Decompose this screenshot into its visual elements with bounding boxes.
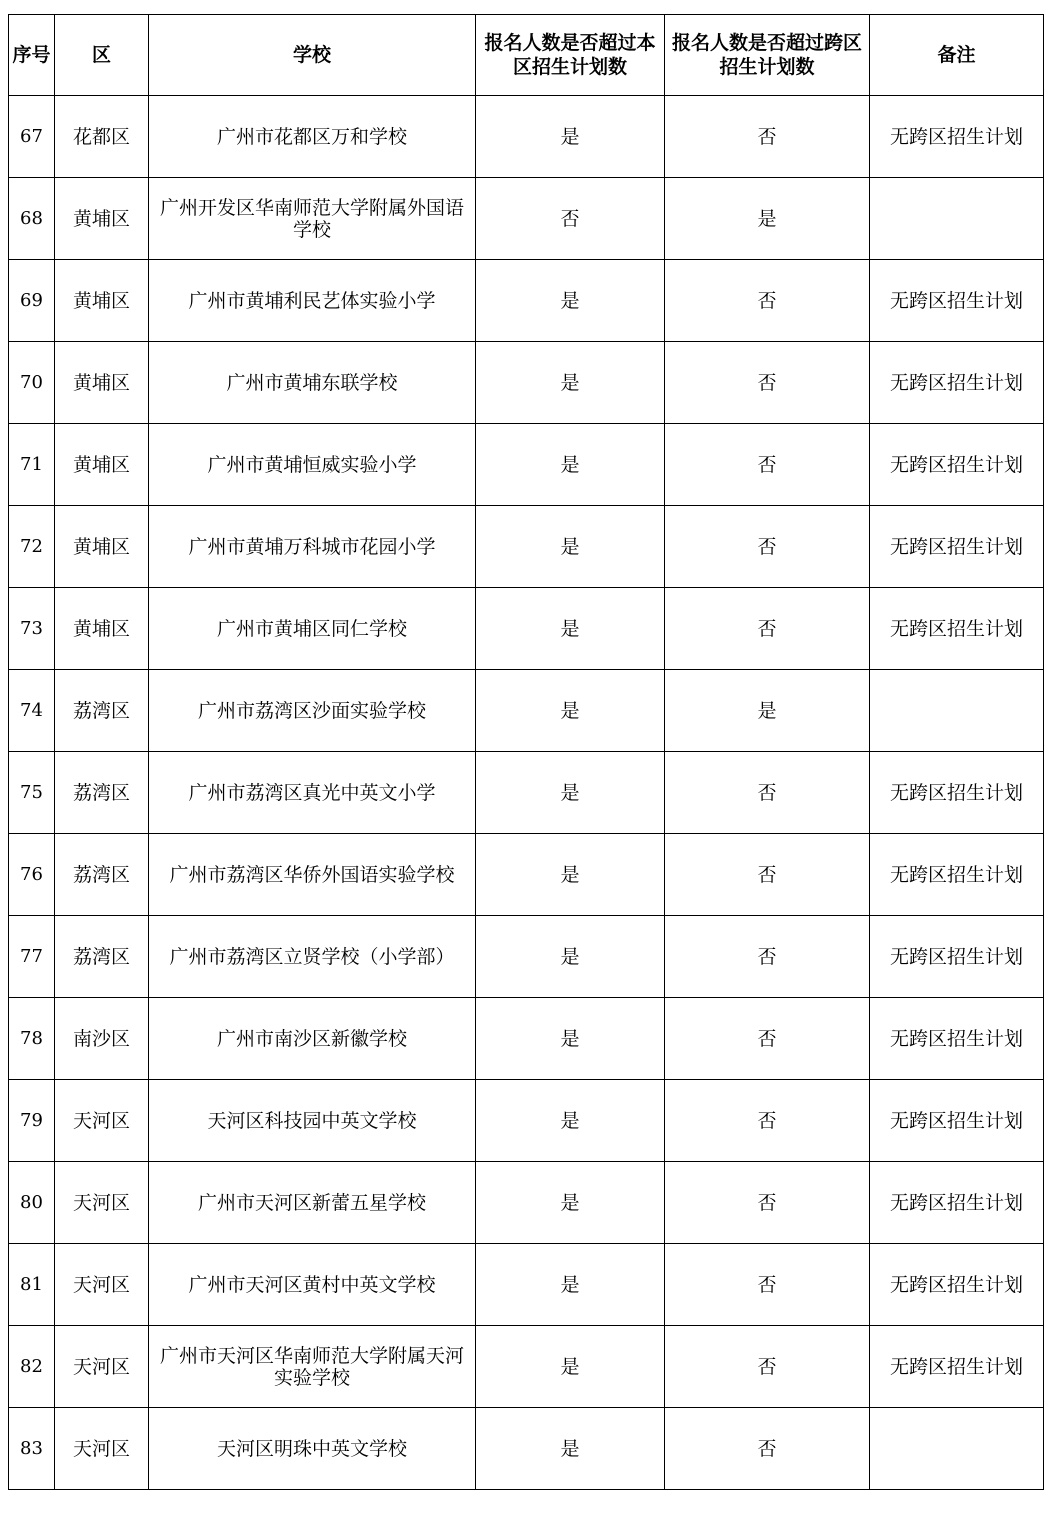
cell-district: 天河区 [55,1080,149,1162]
cell-district: 天河区 [55,1244,149,1326]
cell-over-local: 否 [476,178,665,260]
cell-over-cross: 否 [665,96,870,178]
cell-remark: 无跨区招生计划 [870,588,1044,670]
cell-district: 荔湾区 [55,670,149,752]
table-row [9,342,1044,424]
cell-school: 广州市黄埔万科城市花园小学 [149,506,476,588]
cell-school: 广州市荔湾区华侨外国语实验学校 [149,834,476,916]
cell-remark: 无跨区招生计划 [870,1080,1044,1162]
cell-seq: 83 [9,1408,55,1490]
table-row [9,998,1044,1080]
table-row [9,916,1044,998]
cell-over-local: 是 [476,506,665,588]
table-header [9,15,1044,96]
table-row [9,588,1044,670]
cell-remark [870,1408,1044,1490]
cell-seq: 67 [9,96,55,178]
cell-over-local: 是 [476,1244,665,1326]
cell-seq: 82 [9,1326,55,1408]
cell-remark: 无跨区招生计划 [870,1326,1044,1408]
cell-district: 荔湾区 [55,752,149,834]
cell-remark: 无跨区招生计划 [870,96,1044,178]
header-over-cross: 报名人数是否超过跨区招生计划数 [665,15,870,96]
cell-remark: 无跨区招生计划 [870,834,1044,916]
cell-remark: 无跨区招生计划 [870,424,1044,506]
cell-district: 黄埔区 [55,178,149,260]
cell-over-cross: 否 [665,1244,870,1326]
cell-seq: 79 [9,1080,55,1162]
cell-remark [870,178,1044,260]
cell-seq: 77 [9,916,55,998]
cell-over-local: 是 [476,424,665,506]
cell-over-cross: 否 [665,342,870,424]
cell-school: 广州市黄埔恒威实验小学 [149,424,476,506]
table-body [9,96,1044,1490]
cell-over-cross: 否 [665,916,870,998]
cell-district: 黄埔区 [55,342,149,424]
table-row [9,752,1044,834]
cell-over-local: 是 [476,588,665,670]
cell-district: 黄埔区 [55,424,149,506]
cell-school: 广州市黄埔东联学校 [149,342,476,424]
cell-remark: 无跨区招生计划 [870,1244,1044,1326]
cell-over-local: 是 [476,670,665,752]
cell-seq: 70 [9,342,55,424]
cell-seq: 73 [9,588,55,670]
enrollment-table [8,14,1044,1490]
cell-over-cross: 否 [665,1326,870,1408]
header-row [9,15,1044,96]
cell-school: 广州市荔湾区沙面实验学校 [149,670,476,752]
cell-seq: 81 [9,1244,55,1326]
header-school: 学校 [149,15,476,96]
table-row [9,1244,1044,1326]
cell-remark [870,670,1044,752]
cell-school: 天河区明珠中英文学校 [149,1408,476,1490]
cell-school: 广州市荔湾区立贤学校（小学部） [149,916,476,998]
cell-remark: 无跨区招生计划 [870,506,1044,588]
cell-remark: 无跨区招生计划 [870,260,1044,342]
cell-school: 广州市荔湾区真光中英文小学 [149,752,476,834]
cell-district: 黄埔区 [55,588,149,670]
cell-over-cross: 是 [665,178,870,260]
cell-school: 广州市黄埔利民艺体实验小学 [149,260,476,342]
cell-over-local: 是 [476,752,665,834]
cell-remark: 无跨区招生计划 [870,752,1044,834]
table-row [9,670,1044,752]
cell-over-local: 是 [476,96,665,178]
table-row [9,260,1044,342]
cell-seq: 69 [9,260,55,342]
table-row [9,424,1044,506]
header-seq: 序号 [9,15,55,96]
cell-district: 荔湾区 [55,834,149,916]
cell-over-local: 是 [476,1080,665,1162]
cell-seq: 75 [9,752,55,834]
cell-school: 广州市花都区万和学校 [149,96,476,178]
cell-seq: 80 [9,1162,55,1244]
cell-over-local: 是 [476,260,665,342]
table-row [9,1080,1044,1162]
cell-district: 黄埔区 [55,506,149,588]
table-row [9,178,1044,260]
cell-school: 广州市黄埔区同仁学校 [149,588,476,670]
cell-district: 天河区 [55,1162,149,1244]
cell-seq: 74 [9,670,55,752]
cell-over-cross: 否 [665,506,870,588]
table-row [9,96,1044,178]
header-over-local: 报名人数是否超过本区招生计划数 [476,15,665,96]
table-row [9,834,1044,916]
cell-school: 广州市天河区新蕾五星学校 [149,1162,476,1244]
cell-over-local: 是 [476,1408,665,1490]
cell-district: 南沙区 [55,998,149,1080]
cell-seq: 78 [9,998,55,1080]
header-remark: 备注 [870,15,1044,96]
cell-remark: 无跨区招生计划 [870,1162,1044,1244]
cell-district: 黄埔区 [55,260,149,342]
cell-over-cross: 否 [665,998,870,1080]
cell-over-local: 是 [476,1326,665,1408]
cell-school: 广州市天河区华南师范大学附属天河实验学校 [149,1326,476,1408]
table-row [9,506,1044,588]
cell-over-cross: 否 [665,260,870,342]
cell-over-cross: 否 [665,1080,870,1162]
cell-over-cross: 否 [665,752,870,834]
cell-school: 广州开发区华南师范大学附属外国语学校 [149,178,476,260]
cell-over-local: 是 [476,1162,665,1244]
cell-remark: 无跨区招生计划 [870,998,1044,1080]
cell-school: 广州市天河区黄村中英文学校 [149,1244,476,1326]
cell-over-local: 是 [476,916,665,998]
cell-remark: 无跨区招生计划 [870,342,1044,424]
cell-over-local: 是 [476,998,665,1080]
cell-over-local: 是 [476,834,665,916]
cell-over-local: 是 [476,342,665,424]
cell-district: 天河区 [55,1326,149,1408]
cell-remark: 无跨区招生计划 [870,916,1044,998]
cell-school: 广州市南沙区新徽学校 [149,998,476,1080]
table-row [9,1162,1044,1244]
cell-district: 荔湾区 [55,916,149,998]
cell-school: 天河区科技园中英文学校 [149,1080,476,1162]
table-row [9,1408,1044,1490]
cell-district: 天河区 [55,1408,149,1490]
cell-over-cross: 否 [665,1162,870,1244]
cell-over-cross: 否 [665,834,870,916]
table-row [9,1326,1044,1408]
cell-over-cross: 否 [665,588,870,670]
cell-seq: 76 [9,834,55,916]
cell-over-cross: 是 [665,670,870,752]
cell-over-cross: 否 [665,424,870,506]
cell-district: 花都区 [55,96,149,178]
cell-seq: 71 [9,424,55,506]
cell-seq: 72 [9,506,55,588]
cell-seq: 68 [9,178,55,260]
cell-over-cross: 否 [665,1408,870,1490]
header-district: 区 [55,15,149,96]
